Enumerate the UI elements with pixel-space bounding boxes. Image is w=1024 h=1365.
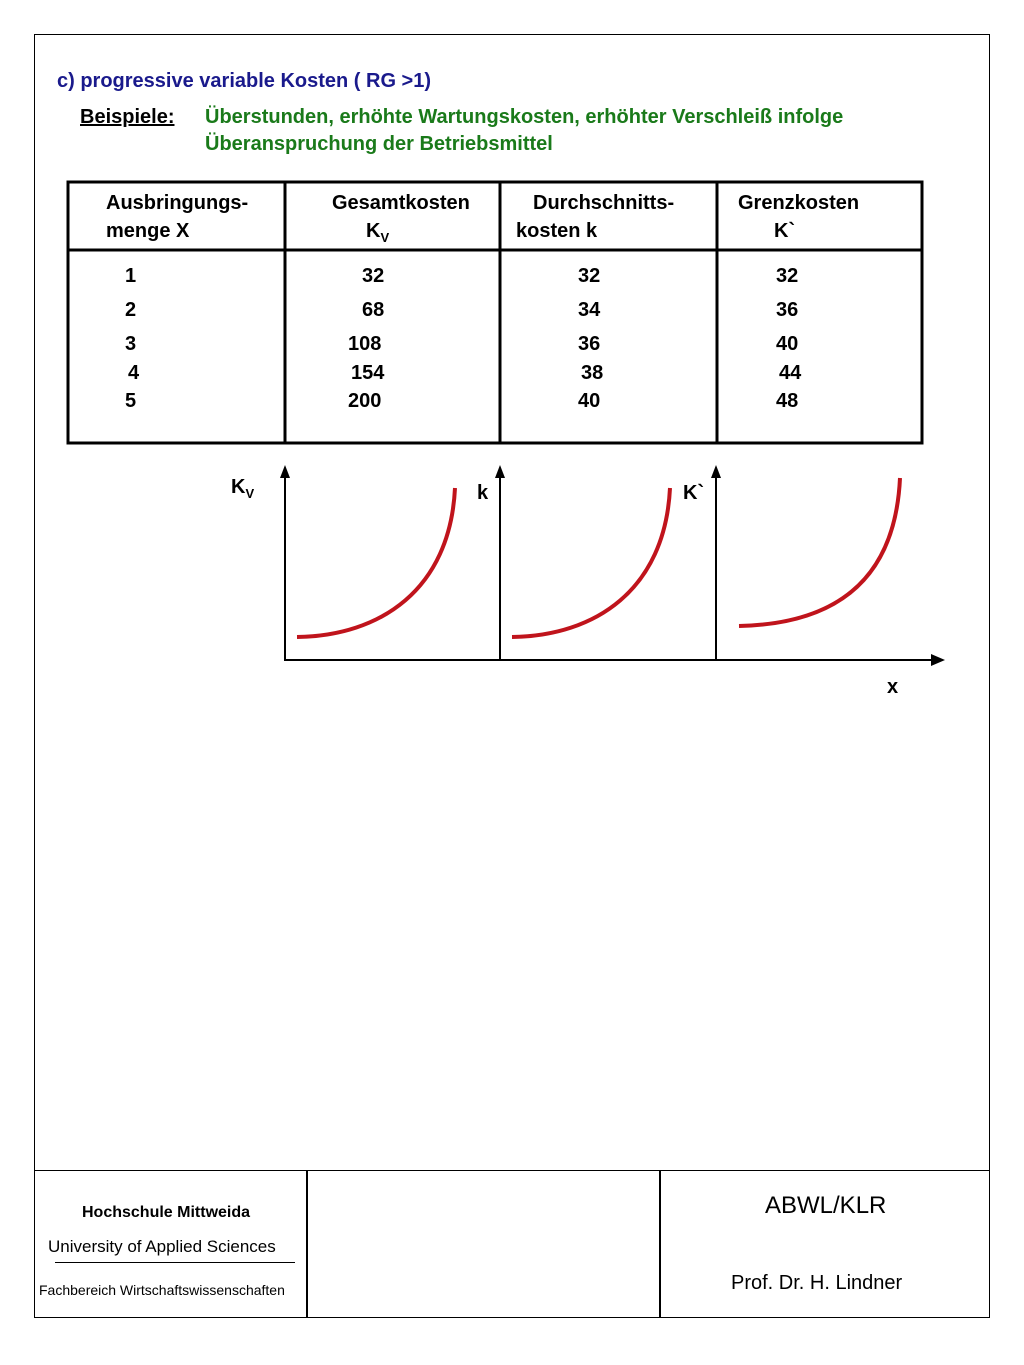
table-cell: 40 — [578, 390, 601, 412]
y-axis-kv-arrow — [280, 465, 290, 478]
y-axis-k-arrow — [495, 465, 505, 478]
course-title: ABWL/KLR — [765, 1192, 887, 1219]
header-output-line1: Ausbringungs- — [106, 192, 249, 214]
label-average-cost: k — [477, 482, 489, 504]
table-cell: 40 — [776, 333, 799, 355]
curve-average-cost — [512, 488, 670, 637]
table-cell: 5 — [125, 390, 137, 412]
table-cell: 48 — [776, 390, 799, 412]
label-x-axis: x — [887, 676, 899, 698]
table-cell: 38 — [581, 362, 604, 384]
y-axis-kdash-arrow — [711, 465, 721, 478]
header-total-cost-line1: Gesamtkosten — [332, 192, 470, 214]
department-name: Fachbereich Wirtschaftswissenschaften — [39, 1282, 285, 1298]
header-average-cost-line2: kosten k — [516, 220, 598, 242]
curve-total-cost — [297, 488, 455, 637]
table-cell: 36 — [776, 299, 799, 321]
table-cell: 2 — [125, 299, 137, 321]
university-name: University of Applied Sciences — [48, 1237, 276, 1256]
table-cell: 1 — [125, 265, 137, 287]
table-cell: 32 — [776, 265, 799, 287]
table-cell: 108 — [348, 333, 382, 355]
footer-divider-1 — [306, 1170, 308, 1318]
table-cell: 200 — [348, 390, 382, 412]
table-cell: 4 — [128, 362, 140, 384]
x-axis-arrow — [931, 654, 945, 666]
curve-marginal-cost — [739, 478, 900, 626]
table-cell: 154 — [351, 362, 385, 384]
footer-underline — [55, 1262, 295, 1263]
header-total-cost-line2: $K_V$ — [366, 220, 390, 245]
table-cell: 34 — [578, 299, 601, 321]
examples-label: Beispiele: — [80, 106, 175, 128]
examples-line-1: Überstunden, erhöhte Wartungskosten, erhöhter Verschleiß infolge — [205, 106, 844, 128]
professor-name: Prof. Dr. H. Lindner — [731, 1272, 903, 1294]
examples-line-2: Überanspruchung der Betriebsmittel — [205, 133, 553, 155]
label-marginal-cost: K` — [683, 482, 705, 504]
header-marginal-cost-line2: K` — [774, 220, 796, 242]
header-marginal-cost-line1: Grenzkosten — [738, 192, 860, 214]
table-cell: 32 — [362, 265, 385, 287]
table-cell: 36 — [578, 333, 601, 355]
table-cell: 68 — [362, 299, 385, 321]
header-output-line2: menge X — [106, 220, 190, 242]
table-cell: 32 — [578, 265, 601, 287]
section-heading: c) progressive variable Kosten ( RG >1) — [57, 70, 432, 92]
table-cell: 3 — [125, 333, 137, 355]
footer-divider-2 — [659, 1170, 661, 1318]
header-average-cost-line1: Durchschnitts- — [533, 192, 675, 214]
table-cell: 44 — [779, 362, 802, 384]
label-total-variable-cost: $K_V$ — [231, 476, 255, 501]
institution-name: Hochschule Mittweida — [82, 1204, 251, 1221]
